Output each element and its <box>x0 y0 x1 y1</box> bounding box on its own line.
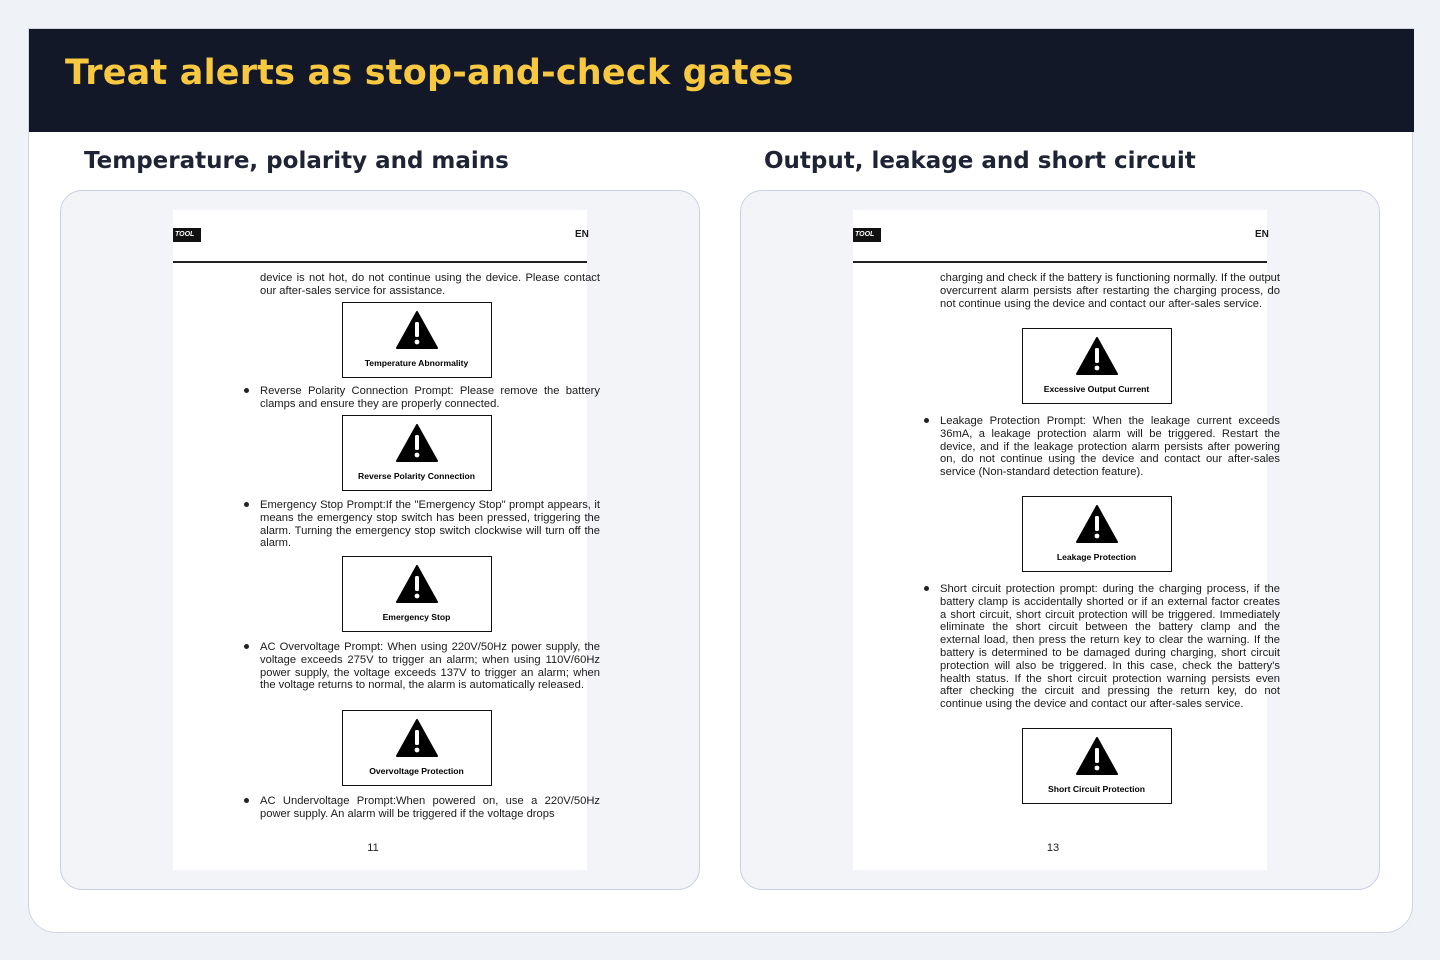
warning-triangle-icon <box>1075 504 1119 544</box>
slide-title: Treat alerts as stop-and-check gates <box>65 53 794 93</box>
bullet-dot <box>924 418 929 423</box>
manual-page-11 <box>173 210 600 870</box>
bullet-reverse-polarity: Reverse Polarity Connection Prompt: Please remove the battery clamps and ensure they are properly connected. <box>260 385 600 410</box>
intro-paragraph: device is not hot, do not continue using the device. Please contact our after-sales service for assistance. <box>260 272 600 297</box>
warning-triangle-icon <box>395 564 439 604</box>
alert-excessive-output-current <box>1022 328 1172 404</box>
alert-label: Reverse Polarity Connection <box>357 471 475 481</box>
warning-triangle-icon <box>1075 736 1119 776</box>
left-column-heading: Temperature, polarity and mains <box>84 148 509 174</box>
header-rule <box>173 261 587 263</box>
warning-triangle-icon <box>1075 336 1119 376</box>
alert-label: Excessive Output Current <box>1043 384 1150 394</box>
warning-triangle-icon <box>395 310 439 350</box>
bullet-dot <box>244 644 249 649</box>
alert-overvoltage-protection <box>342 710 492 786</box>
brand-logo: TOOL <box>173 228 201 242</box>
page-number: 11 <box>367 842 379 854</box>
language-tag: EN <box>575 229 589 240</box>
page-header <box>853 226 1267 248</box>
alert-reverse-polarity <box>342 415 492 491</box>
alert-short-circuit-protection <box>1022 728 1172 804</box>
alert-label: Short Circuit Protection <box>1048 784 1145 794</box>
alert-temperature-abnormality <box>342 302 492 378</box>
alert-leakage-protection <box>1022 496 1172 572</box>
bullet-dot <box>244 388 249 393</box>
brand-logo: TOOL <box>853 228 881 242</box>
bullet-leakage-protection: Leakage Protection Prompt: When the leakage current exceeds 36mA, a leakage protection alarm will be triggered. Restart the device, and if the leakage protection alarm persists after powering on, do not continue using the device and contact our after-sales service (Non-standard detection feature). <box>940 415 1280 479</box>
alert-label: Temperature Abnormality <box>364 358 469 368</box>
bullet-dot <box>924 586 929 591</box>
bullet-emergency-stop: Emergency Stop Prompt:If the "Emergency Stop" prompt appears, it means the emergency stop switch has been pressed, triggering the alarm. Turning the emergency stop switch clockwise will turn off the alarm. <box>260 499 600 550</box>
bullet-ac-overvoltage: AC Overvoltage Prompt: When using 220V/50Hz power supply, the voltage exceeds 275V to trigger an alarm; when using 110V/60Hz power supply, the voltage exceeds 137V to trigger an alarm; when the voltage returns to normal, the alarm is automatically released. <box>260 641 600 692</box>
bullet-short-circuit: Short circuit protection prompt: during the charging process, if the battery clamp is accidentally shorted or if an external factor creates a short circuit, short circuit protection will be triggered. Immediately eliminate the short circuit between the battery clamp and the external load, then press the return key to clear the warning. If the battery is determined to be damaged during charging, short circuit protection will also be triggered. In this case, check the battery's health status. If the short circuit protection warning persists even after checking the circuit and pressing the return key, do not continue using the device and contact our after-sales service. <box>940 583 1280 711</box>
warning-triangle-icon <box>395 423 439 463</box>
warning-triangle-icon <box>395 718 439 758</box>
title-banner <box>29 29 1414 132</box>
intro-paragraph: charging and check if the battery is functioning normally. If the output overcurrent alarm persists after restarting the charging process, do not continue using the device and contact our after-sales service. <box>940 272 1280 310</box>
page-number: 13 <box>1046 842 1060 854</box>
bullet-ac-undervoltage: AC Undervoltage Prompt:When powered on, use a 220V/50Hz power supply. An alarm will be triggered if the voltage drops <box>260 795 600 820</box>
language-tag: EN <box>1255 229 1269 240</box>
alert-label: Leakage Protection <box>1056 552 1137 562</box>
manual-page-13 <box>853 210 1280 870</box>
alert-label: Emergency Stop <box>382 612 451 622</box>
header-rule <box>853 261 1267 263</box>
page-header <box>173 226 587 248</box>
alert-label: Overvoltage Protection <box>369 766 464 776</box>
bullet-dot <box>244 502 249 507</box>
right-column-heading: Output, leakage and short circuit <box>764 148 1196 174</box>
alert-emergency-stop <box>342 556 492 632</box>
bullet-dot <box>244 798 249 803</box>
